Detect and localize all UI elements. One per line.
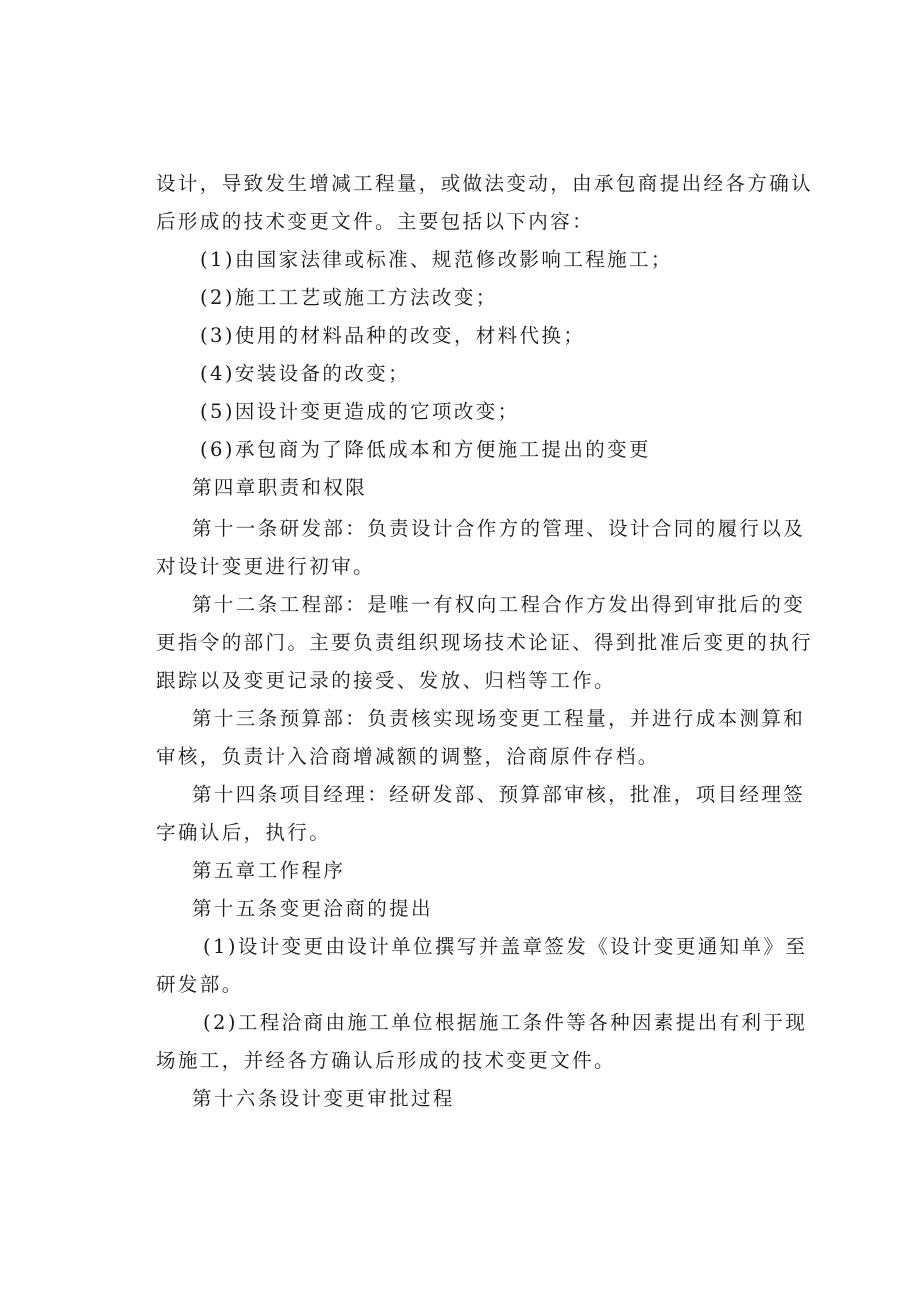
text-line: 字确认后，执行。 — [156, 821, 332, 844]
text-line: 设计，导致发生增减工程量，或做法变动，由承包商提出经各方确认 — [156, 172, 814, 195]
article-heading: 第十六条设计变更审批过程 — [192, 1087, 455, 1110]
list-item: (5)因设计变更造成的它项改变； — [200, 400, 520, 423]
list-item: (2)施工工艺或施工方法改变； — [200, 286, 498, 309]
text-line: 研发部。 — [156, 973, 244, 996]
text-line: 场施工，并经各方确认后形成的技术变更文件。 — [156, 1049, 616, 1072]
text-line: 第十一条研发部：负责设计合作方的管理、设计合同的履行以及 — [192, 517, 806, 540]
list-item: (1)设计变更由设计单位撰写并盖章签发《设计变更通知单》至 — [203, 935, 808, 958]
text-line: 跟踪以及变更记录的接受、发放、归档等工作。 — [156, 669, 616, 692]
text-line: 更指令的部门。主要负责组织现场技术论证、得到批准后变更的执行 — [156, 631, 814, 654]
chapter-heading: 第五章工作程序 — [192, 859, 346, 882]
list-item: (3)使用的材料品种的改变，材料代换； — [200, 324, 586, 347]
text-line: 第十三条预算部：负责核实现场变更工程量，并进行成本测算和 — [192, 707, 806, 730]
text-line: 后形成的技术变更文件。主要包括以下内容： — [156, 210, 595, 233]
list-item: (2)工程洽商由施工单位根据施工条件等各种因素提出有利于现 — [203, 1011, 808, 1034]
list-item: (6)承包商为了降低成本和方便施工提出的变更 — [200, 438, 651, 461]
article-heading: 第十五条变更洽商的提出 — [192, 897, 433, 920]
text-line: 第十四条项目经理：经研发部、预算部审核，批准，项目经理签 — [192, 783, 806, 806]
text-line: 审核，负责计入洽商增减额的调整，洽商原件存档。 — [156, 745, 660, 768]
list-item: (1)由国家法律或标准、规范修改影响工程施工； — [200, 248, 673, 271]
text-line: 对设计变更进行初审。 — [156, 555, 376, 578]
list-item: (4)安装设备的改变； — [200, 362, 411, 385]
chapter-heading: 第四章职责和权限 — [192, 476, 368, 499]
text-line: 第十二条工程部：是唯一有权向工程合作方发出得到审批后的变 — [192, 593, 806, 616]
